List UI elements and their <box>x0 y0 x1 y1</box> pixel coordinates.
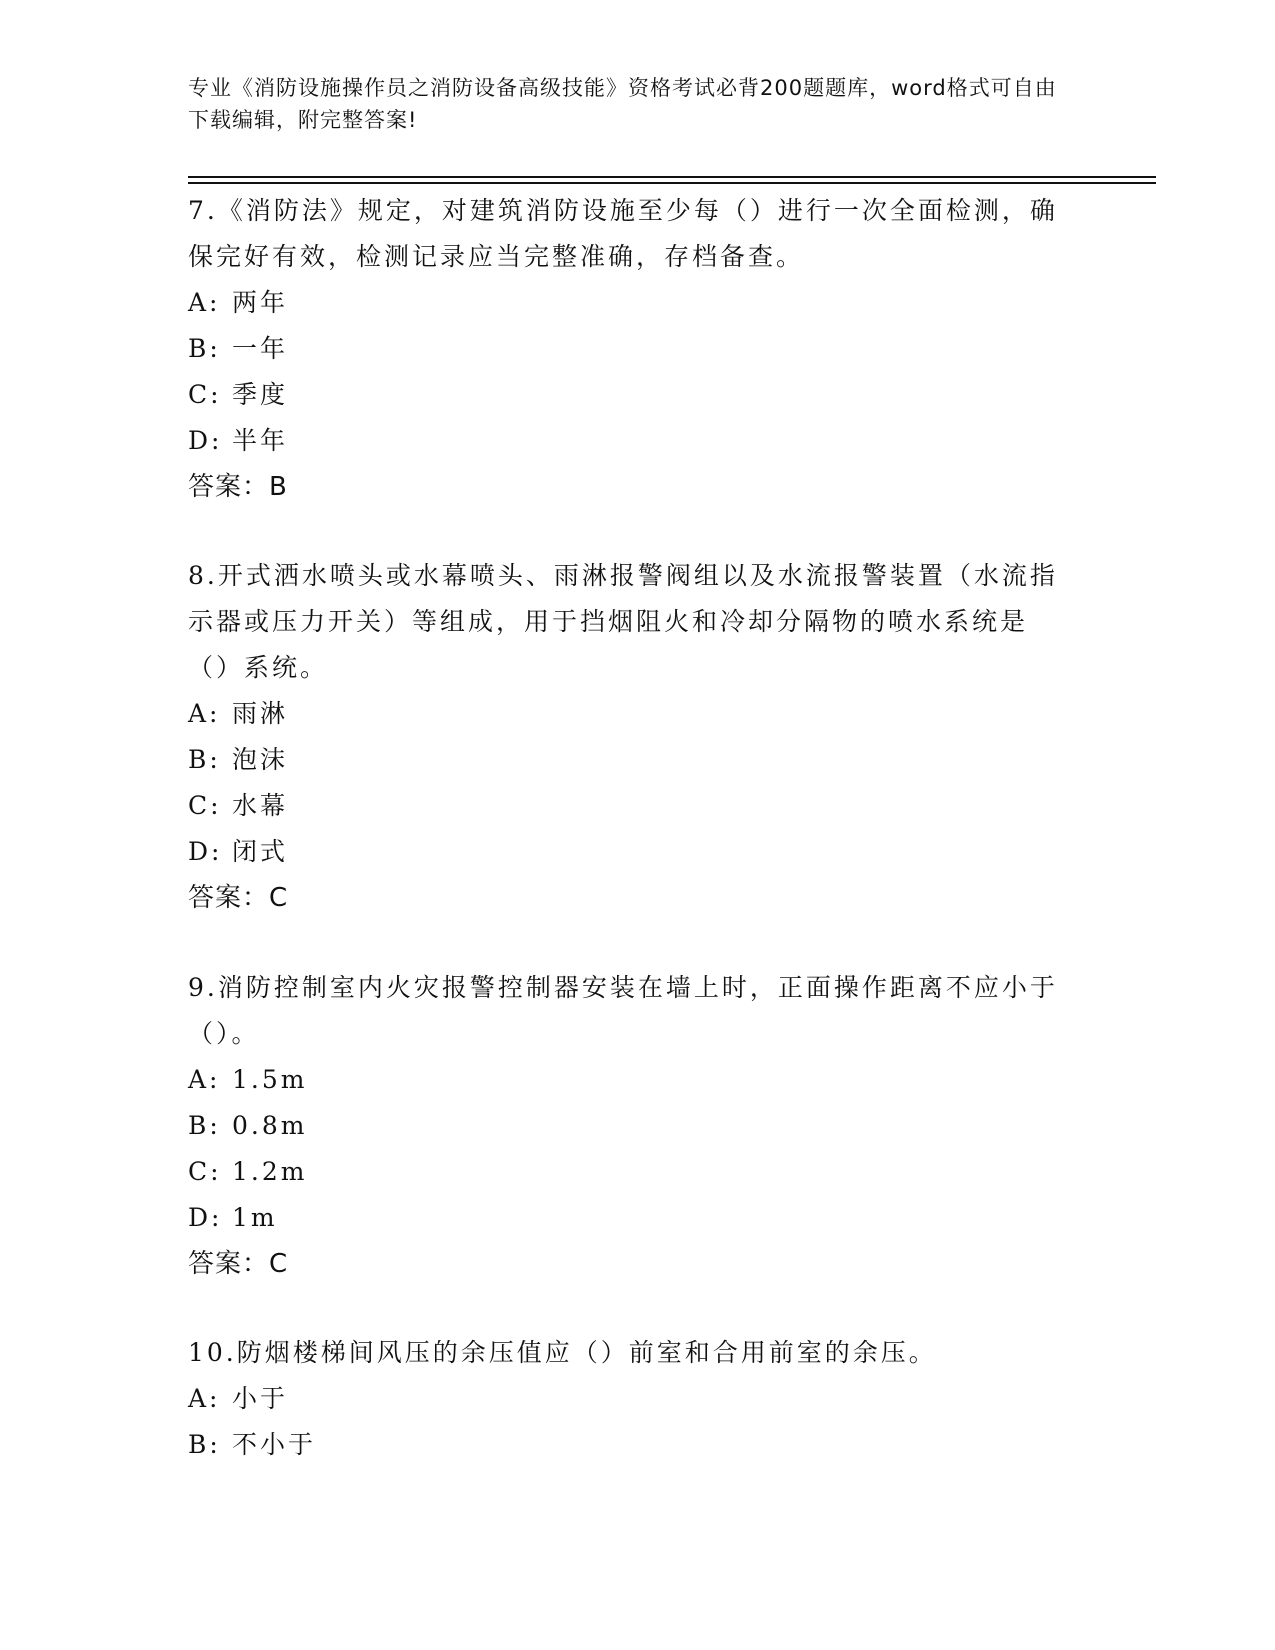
option-b <box>188 326 1068 372</box>
answer-line <box>188 464 1068 510</box>
option-d <box>188 1195 1068 1241</box>
option-text: 水幕 <box>232 791 289 820</box>
option-a <box>188 280 1068 326</box>
question-text <box>188 965 1068 1057</box>
option-b <box>188 737 1068 783</box>
question-9 <box>188 965 1068 1287</box>
question-text <box>188 188 1068 280</box>
answer-line <box>188 1241 1068 1287</box>
answer-value: C <box>269 883 289 913</box>
option-letter: B: <box>188 1430 221 1459</box>
option-text: 季度 <box>232 380 289 409</box>
option-text: 闭式 <box>232 837 289 866</box>
option-letter: B: <box>188 1111 221 1140</box>
option-text: 一年 <box>232 334 289 363</box>
question-number: 9. <box>188 973 218 1002</box>
option-letter: C: <box>188 791 222 820</box>
question-stem: 《消防法》规定，对建筑消防设施至少每（）进行一次全面检测，确保完好有效，检测记录应当完整准确，存档备查。 <box>188 196 1058 271</box>
option-c <box>188 783 1068 829</box>
option-letter: A: <box>188 1384 221 1413</box>
option-text: 1m <box>232 1203 278 1232</box>
header-divider-bottom <box>188 182 1156 184</box>
option-text: 不小于 <box>232 1430 317 1459</box>
option-letter: A: <box>188 288 221 317</box>
question-text <box>188 1330 1068 1376</box>
option-text: 半年 <box>232 426 289 455</box>
option-a <box>188 1376 1068 1422</box>
option-letter: B: <box>188 334 221 363</box>
option-d <box>188 829 1068 875</box>
option-letter: D: <box>188 1203 223 1232</box>
option-c <box>188 1149 1068 1195</box>
answer-line <box>188 875 1068 921</box>
option-b <box>188 1422 1068 1468</box>
question-stem: 防烟楼梯间风压的余压值应（）前室和合用前室的余压。 <box>236 1338 937 1367</box>
option-letter: C: <box>188 380 222 409</box>
option-d <box>188 418 1068 464</box>
option-letter: D: <box>188 426 223 455</box>
question-7 <box>188 188 1068 510</box>
question-8 <box>188 553 1068 921</box>
question-text <box>188 553 1068 691</box>
question-stem: 开式洒水喷头或水幕喷头、雨淋报警阀组以及水流报警装置（水流指示器或压力开关）等组成，用于挡烟阻火和冷却分隔物的喷水系统是（）系统。 <box>188 561 1058 682</box>
option-text: 小于 <box>232 1384 289 1413</box>
question-number: 8. <box>188 561 218 590</box>
answer-label: 答案： <box>188 1249 270 1279</box>
option-letter: A: <box>188 1065 221 1094</box>
option-text: 1.5m <box>232 1065 308 1094</box>
option-a <box>188 1057 1068 1103</box>
option-b <box>188 1103 1068 1149</box>
option-letter: D: <box>188 837 223 866</box>
question-10 <box>188 1330 1068 1468</box>
question-number: 7. <box>188 196 218 225</box>
option-text: 泡沫 <box>232 745 289 774</box>
option-text: 0.8m <box>232 1111 308 1140</box>
option-letter: C: <box>188 1157 222 1186</box>
answer-value: C <box>269 1249 289 1279</box>
option-text: 1.2m <box>232 1157 308 1186</box>
document-header: 专业《消防设施操作员之消防设备高级技能》资格考试必背200题题库，word格式可自由下载编辑，附完整答案! <box>188 76 1057 132</box>
option-letter: B: <box>188 745 221 774</box>
header-divider-top <box>188 176 1156 178</box>
answer-value: B <box>269 472 288 502</box>
option-text: 两年 <box>232 288 289 317</box>
question-stem: 消防控制室内火灾报警控制器安装在墙上时，正面操作距离不应小于（）。 <box>188 973 1058 1048</box>
option-a <box>188 691 1068 737</box>
question-number: 10. <box>188 1338 237 1367</box>
option-letter: A: <box>188 699 221 728</box>
option-text: 雨淋 <box>232 699 289 728</box>
answer-label: 答案： <box>188 883 270 913</box>
answer-label: 答案： <box>188 472 270 502</box>
option-c <box>188 372 1068 418</box>
